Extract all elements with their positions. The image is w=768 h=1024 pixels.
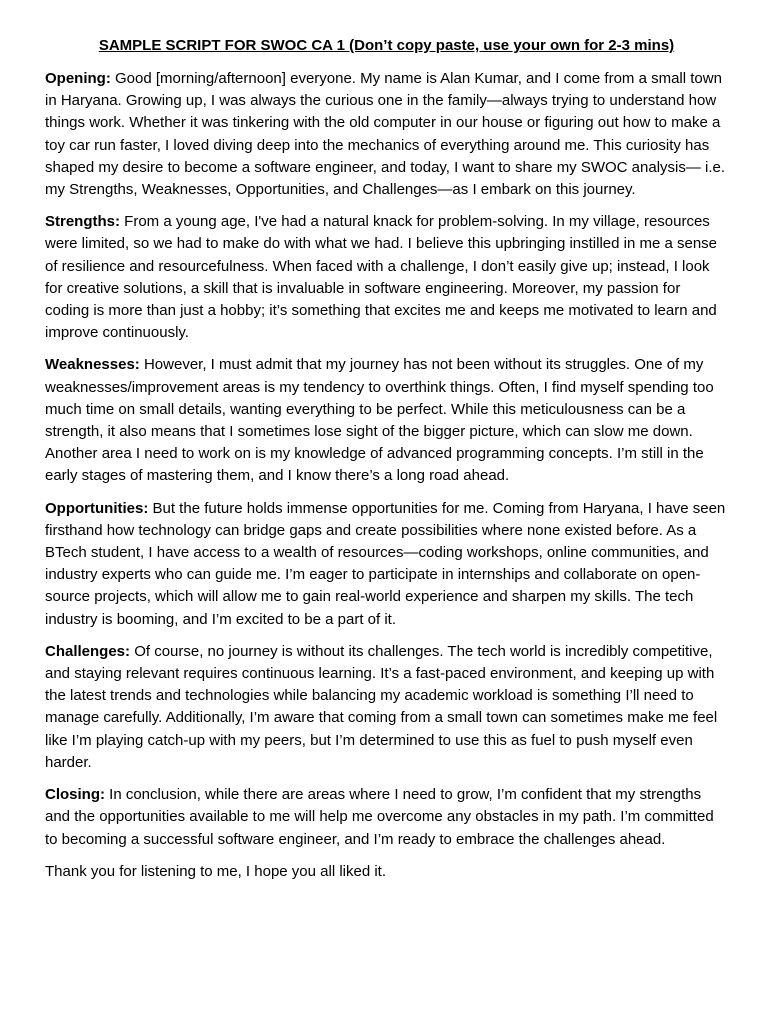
section-text-opportunities: But the future holds immense opportunities for me. Coming from Haryana, I have seen firsthand how technology can bridge gaps and create possibilities where none existed before. As a BTech student, I have access to a wealth of resources—coding workshops, online communities, and industry experts who can guide me. I’m eager to participate in internships and collaborate on open-source projects, which will allow me to gain real-world experience and sharpen my skills. The tech industry is booming, and I’m excited to be a part of it. — [45, 499, 726, 628]
section-text-challenges: Of course, no journey is without its challenges. The tech world is incredibly competitive, and staying relevant requires continuous learning. It’s a fast-paced environment, and keeping up with the latest trends and technologies while balancing my academic workload is something I’ll need to manage carefully. Additionally, I’m aware that coming from a small town can sometimes make me feel like I’m playing catch-up with my peers, but I’m determined to use this as fuel to push myself even harder. — [45, 642, 718, 771]
section-opening — [45, 68, 728, 201]
section-label-closing: Closing: — [45, 786, 105, 804]
section-challenges — [45, 641, 728, 774]
section-weaknesses — [45, 354, 728, 487]
section-text-opening: Good [morning/afternoon] everyone. My name is Alan Kumar, and I come from a small town in Haryana. Growing up, I was always the curious one in the family—always trying to understand how things work. Whether it was tinkering with the old computer in our house or figuring out how to make a toy car run faster, I loved diving deep into the mechanics of everything around me. This curiosity has shaped my desire to become a software engineer, and today, I want to share my SWOC analysis— i.e. my Strengths, Weaknesses, Opportunities, and Challenges—as I embark on this journey. — [45, 70, 726, 199]
section-closing — [45, 784, 728, 851]
section-opportunities — [45, 498, 728, 631]
sign-off: Thank you for listening to me, I hope you all liked it. — [45, 862, 387, 880]
section-strengths — [45, 211, 728, 344]
section-text-weaknesses: However, I must admit that my journey has not been without its struggles. One of my weaknesses/improvement areas is my tendency to overthink things. Often, I find myself spending too much time on small details, wanting everything to be perfect. While this meticulousness can be a strength, it also means that I sometimes lose sight of the bigger picture, which can slow me down. Another area I need to work on is my knowledge of advanced programming concepts. I’m still in the early stages of mastering them, and I know there’s a long road ahead. — [45, 356, 714, 485]
section-label-challenges: Challenges: — [45, 642, 131, 660]
section-text-strengths: From a young age, I've had a natural knack for problem-solving. In my village, resources were limited, so we had to make do with what we had. I believe this upbringing instilled in me a sense of resilience and resourcefulness. When faced with a challenge, I don’t easily give up; instead, I look for creative solutions, a skill that is invaluable in software engineering. Moreover, my passion for coding is more than just a hobby; it’s something that excites me and keeps me motivated to learn and improve continuously. — [45, 213, 718, 342]
document-title: SAMPLE SCRIPT FOR SWOC CA 1 (Don’t copy paste, use your own for 2-3 mins) — [98, 37, 675, 54]
section-text-closing: In conclusion, while there are areas where I need to grow, I’m confident that my strengths and the opportunities available to me will help me overcome any obstacles in my path. I’m committed to becoming a successful software engineer, and I’m ready to embrace the challenges ahead. — [45, 786, 714, 848]
section-label-opening: Opening: — [45, 70, 111, 87]
section-label-weaknesses: Weaknesses: — [45, 356, 140, 374]
section-label-opportunities: Opportunities: — [45, 499, 149, 517]
section-label-strengths: Strengths: — [45, 213, 120, 231]
